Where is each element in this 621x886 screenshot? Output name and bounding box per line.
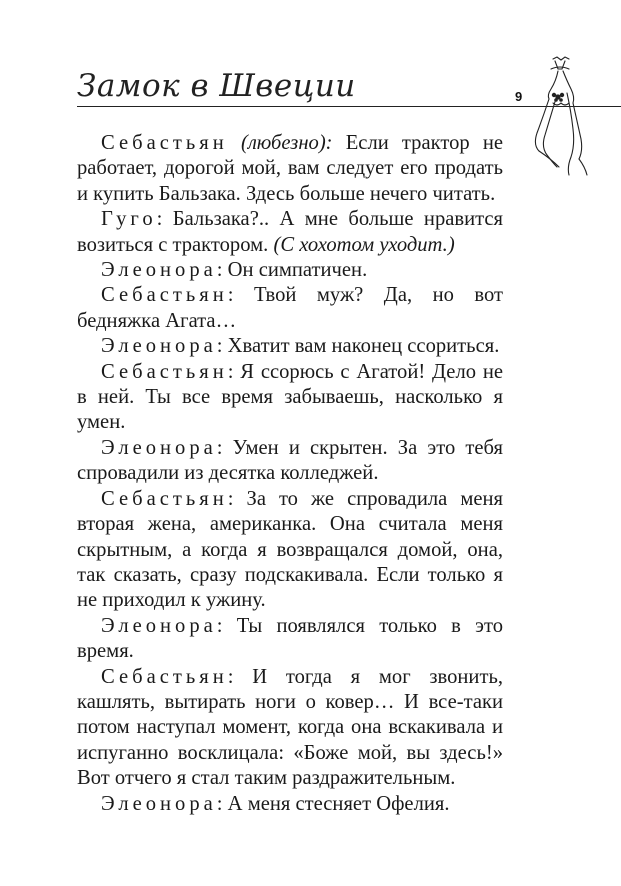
stage-remark: (любезно):	[240, 132, 333, 154]
speaker-name: Элеонора	[101, 792, 217, 815]
dialogue-text: Если трактор не работает, дорогой мой, вам следует его продать и купить Бальзака. Здесь больше нечего читать.	[77, 132, 503, 205]
dialogue-text: : Бальзака?.. А мне больше нравится возиться с трактором.	[77, 208, 503, 256]
stage-remark: (С хохотом уходит.)	[273, 233, 455, 256]
dialogue-text: : Ты появлялся только в это время.	[77, 614, 503, 663]
page-header	[0, 0, 621, 130]
text-body	[77, 131, 503, 817]
speaker-name: Гуго	[101, 208, 157, 231]
dialogue-paragraph	[77, 792, 503, 817]
dialogue-paragraph	[77, 258, 503, 283]
dialogue-paragraph	[77, 487, 503, 614]
speaker-name: Элеонора	[101, 436, 217, 459]
dialogue-text: : А меня стесняет Офелия.	[216, 792, 450, 815]
dialogue-paragraph	[77, 131, 503, 207]
page-number: 9	[515, 89, 523, 104]
dialogue-paragraph	[77, 436, 503, 487]
dialogue-text: : Умен и скрытен. За это тебя спровадили из десятка колледжей.	[77, 436, 503, 485]
dialogue-paragraph	[77, 360, 503, 436]
speaker-name: Элеонора	[101, 335, 217, 358]
dialogue-text: : Я ссорюсь с Агатой! Дело не в ней. Ты все время забываешь, насколько я умен.	[77, 360, 503, 434]
dialogue-text: : Твой муж? Да, но вот бедняжка Агата…	[77, 284, 503, 332]
speaker-name: Себастьян	[101, 487, 228, 510]
speaker-name: Себастьян	[101, 132, 228, 154]
speaker-name: Себастьян	[101, 360, 228, 383]
dress-figure-icon	[527, 55, 595, 183]
dialogue-paragraph	[77, 207, 503, 258]
dialogue-paragraph	[77, 334, 503, 359]
dialogue-paragraph	[77, 614, 503, 665]
dialogue-paragraph	[77, 665, 503, 792]
dialogue-paragraph	[77, 283, 503, 334]
dialogue-text: : Хватит вам наконец ссориться.	[216, 335, 500, 358]
running-title: Замок в Швеции	[77, 68, 356, 104]
dialogue-text: : За то же спровадила меня вторая жена, американка. Она считала меня скрытным, а когда я возвращался домой, она, так сказать, сразу подскакивала. Если только я не приходил к ужину.	[77, 487, 503, 612]
speaker-name: Себастьян	[101, 665, 228, 688]
speaker-name: Элеонора	[101, 259, 217, 282]
dialogue-text: : И тогда я мог звонить, кашлять, вытирать ноги о ковер… И все-таки потом наступал момент, когда она вскакивала и испуганно восклицала: «Боже мой, вы здесь!» Вот отчего я стал таким раздражительным.	[77, 665, 503, 790]
speaker-name: Себастьян	[101, 284, 228, 307]
speaker-name: Элеонора	[101, 614, 217, 637]
dialogue-text: : Он симпатичен.	[216, 259, 368, 282]
